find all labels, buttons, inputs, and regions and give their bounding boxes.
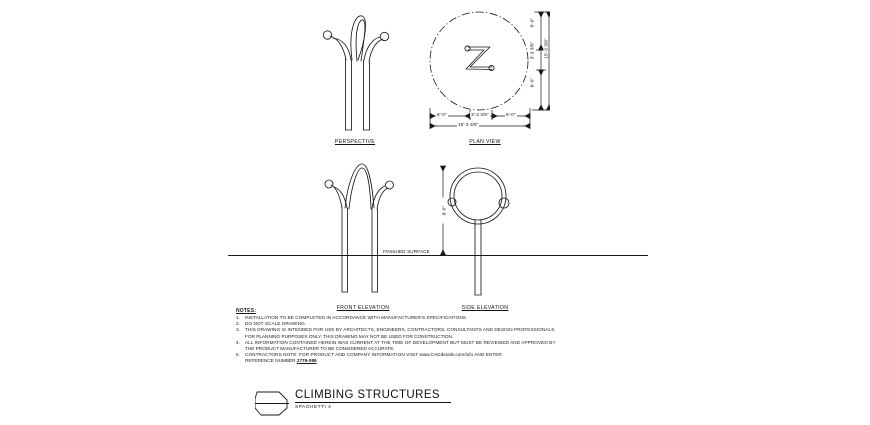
side-elevation-height-dim: 8'-0" xyxy=(442,198,447,224)
note-number: 3. xyxy=(236,327,241,333)
reference-number-value: 2779-086 xyxy=(296,358,317,364)
caddetails-logo-icon xyxy=(255,388,291,418)
title-block-text xyxy=(295,388,451,410)
finished-surface-label: FINISHED SURFACE xyxy=(383,249,430,254)
plan-dim-vertical-top: 6'-0" xyxy=(530,9,535,37)
plan-dim-vertical-middle: 3'-3 3/8" xyxy=(530,36,535,66)
notes-block xyxy=(236,308,616,365)
title-block-rule xyxy=(295,402,451,403)
notes-title: NOTES: xyxy=(236,308,257,314)
note-text: THIS DRAWING IS INTENDED FOR USE BY ARCHITECTS, ENGINEERS, CONTRACTORS, CONSULTANTS AND DESIGN PROFESSIONALS xyxy=(245,327,555,333)
note-number: 2. xyxy=(236,321,241,327)
note-text: INSTALLATION TO BE COMPLETED IN ACCORDANCE WITH MANUFACTURER'S SPECIFICATIONS. xyxy=(245,315,468,320)
note-item xyxy=(236,327,616,333)
note-text-lead: CONTRACTORS NOTE: FOR PRODUCT AND COMPANY INFORMATION VISIT xyxy=(245,352,419,358)
plan-dim-vertical-bottom: 6'-0" xyxy=(530,69,535,97)
front-elevation-drawing xyxy=(300,162,430,302)
note-text-trail: AND ENTER xyxy=(474,352,502,358)
note-number: 5. xyxy=(236,352,241,358)
title-block-title: CLIMBING STRUCTURES xyxy=(295,389,440,401)
title-block xyxy=(255,388,451,418)
side-elevation-view xyxy=(440,162,550,302)
note-number: 4. xyxy=(236,339,241,345)
view-label-perspective: PERSPECTIVE xyxy=(334,139,376,145)
perspective-drawing xyxy=(300,8,410,138)
front-elevation-view xyxy=(300,162,430,302)
plan-dim-right: 6'-0" xyxy=(506,111,516,117)
note-text: DO NOT SCALE DRAWING. xyxy=(245,321,307,327)
plan-dim-overall-vertical: 15'-3 3/8" xyxy=(544,32,549,66)
finished-surface-line xyxy=(228,255,648,256)
safety-zone-circle xyxy=(430,12,528,110)
note-text: ALL INFORMATION CONTAINED HEREIN WAS CURRENT AT THE TIME OF DEVELOPMENT BUT MUST BE REVIEWED AND APPROVED BY xyxy=(245,339,556,345)
perspective-view xyxy=(300,8,410,138)
note-number: 1. xyxy=(236,315,241,320)
note-text-continued: FOR PLANNING PURPOSES ONLY. THIS DRAWING MAY NOT BE USED FOR CONSTRUCTION. xyxy=(245,333,454,339)
note-text-continued: THE PRODUCT MANUFACTURER TO BE CONSIDERED ACCURATE. xyxy=(245,346,395,352)
note-reference-line xyxy=(236,358,616,364)
plan-dim-center: 3'-3 3/8" xyxy=(471,111,489,117)
view-label-side-elevation: SIDE ELEVATION xyxy=(461,305,509,311)
caddetails-url[interactable]: www.CADdetails.com/info xyxy=(419,352,474,358)
plan-structure xyxy=(465,46,494,71)
title-block-subtitle: SPAGHETTI 4 xyxy=(295,404,332,410)
plan-dim-overall-horizontal: 15'-3 3/8" xyxy=(458,121,479,127)
plan-dim-left: 6'-0" xyxy=(437,111,447,117)
view-label-front-elevation: FRONT ELEVATION xyxy=(336,305,390,311)
logo-shape-icon xyxy=(255,388,291,418)
reference-number-label: REFERENCE NUMBER xyxy=(245,358,296,364)
view-label-plan: PLAN VIEW xyxy=(469,139,501,145)
side-elevation-drawing xyxy=(440,162,550,302)
